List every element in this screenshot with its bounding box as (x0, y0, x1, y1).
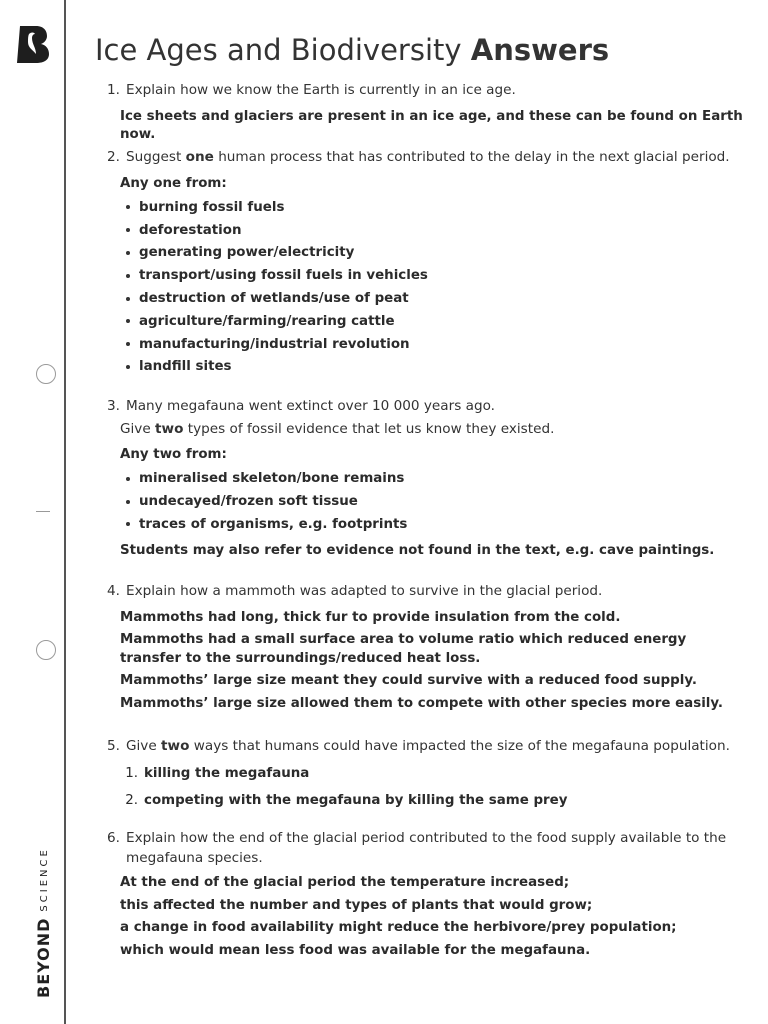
list-item: 2. competing with the megafauna by killing the same prey (125, 792, 568, 808)
list-item: 1. killing the megafauna (125, 766, 310, 782)
margin-rule (64, 0, 66, 1024)
list-item: destruction of wetlands/use of peat (120, 287, 746, 310)
question-text: Explain how a mammoth was adapted to survive in the glacial period. (126, 583, 603, 599)
answer-line: At the end of the glacial period the temperature increased; (120, 875, 570, 890)
question-text: Suggest one human process that has contributed to the delay in the next glacial period. (126, 149, 730, 165)
brand-science: SCIENCE (39, 847, 50, 912)
answer-block (120, 874, 746, 960)
answer-line: Mammoths had long, thick fur to provide insulation from the cold. (120, 609, 621, 625)
bullet-icon (126, 500, 130, 504)
bullet-icon (126, 477, 130, 481)
list-item: burning fossil fuels (120, 196, 746, 219)
question-number: 1. (107, 82, 120, 98)
answer-numbered-list (120, 761, 746, 814)
title-main: Ice Ages and Biodiversity (95, 33, 462, 67)
answer-bullet-list (120, 468, 746, 536)
question-text: Many megafauna went extinct over 10 000 years ago. (126, 398, 495, 414)
answer-intro: Any two from: (120, 447, 227, 462)
bullet-icon (126, 274, 130, 278)
list-item: transport/using fossil fuels in vehicles (120, 264, 746, 287)
question-text: Explain how we know the Earth is currently in an ice age. (126, 82, 516, 98)
answer-block (120, 609, 746, 714)
question-6 (96, 829, 746, 960)
list-item: traces of organisms, e.g. footprints (120, 513, 746, 536)
question-1 (96, 81, 746, 145)
bullet-icon (126, 365, 130, 369)
list-item: deforestation (120, 219, 746, 242)
answer-line: a change in food availability might reduce the herbivore/prey population; (120, 920, 677, 935)
question-text: Give two ways that humans could have impacted the size of the megafauna population. (126, 738, 730, 754)
answer-line: Mammoths’ large size meant they could survive with a reduced food supply. (120, 673, 697, 688)
bullet-icon (126, 319, 130, 323)
question-number: 4. (107, 583, 120, 599)
answer-line: Mammoths had a small surface area to volume ratio which reduced energy transfer to the surroundings/reduced heat loss. (120, 632, 687, 666)
bullet-icon (126, 228, 130, 232)
question-number: 2. (107, 149, 120, 165)
question-4 (96, 582, 746, 713)
bullet-icon (126, 251, 130, 255)
question-text-line-2: Give two types of fossil evidence that let us know they existed. (120, 420, 555, 437)
beyond-logo-icon (16, 24, 50, 64)
bullet-icon (126, 205, 130, 209)
question-number: 5. (107, 738, 120, 754)
answer-line: which would mean less food was available for the megafauna. (120, 942, 591, 958)
bullet-icon (126, 522, 130, 526)
answer-line: this affected the number and types of plants that would grow; (120, 897, 593, 913)
question-3 (96, 397, 746, 560)
question-number: 3. (107, 398, 120, 414)
list-item: agriculture/farming/rearing cattle (120, 310, 746, 333)
question-2 (96, 148, 746, 378)
answer-bullet-list (120, 196, 746, 378)
question-number: 6. (107, 830, 120, 846)
brand-beyond: BEYOND (34, 917, 53, 998)
answer-note: Students may also refer to evidence not found in the text, e.g. cave paintings. (120, 542, 715, 558)
answer-intro: Any one from: (120, 175, 227, 191)
list-item: undecayed/frozen soft tissue (120, 490, 746, 513)
fold-mark (36, 511, 50, 512)
answer-text: Ice sheets and glaciers are present in an ice age, and these can be found on Earth now. (120, 108, 743, 142)
title-bold: Answers (470, 33, 610, 67)
list-item: mineralised skeleton/bone remains (120, 468, 746, 491)
list-item: landfill sites (120, 356, 746, 379)
brand-wordmark (34, 847, 53, 998)
bullet-icon (126, 342, 130, 346)
bullet-icon (126, 297, 130, 301)
question-5 (96, 737, 746, 814)
list-item: generating power/electricity (120, 242, 746, 265)
page-title (95, 33, 609, 67)
punch-hole (36, 640, 56, 660)
list-item: manufacturing/industrial revolution (120, 333, 746, 356)
answer-line: Mammoths’ large size allowed them to compete with other species more easily. (120, 695, 723, 711)
punch-hole (36, 364, 56, 384)
question-text: Explain how the end of the glacial period contributed to the food supply available to the megafauna species. (126, 830, 727, 866)
